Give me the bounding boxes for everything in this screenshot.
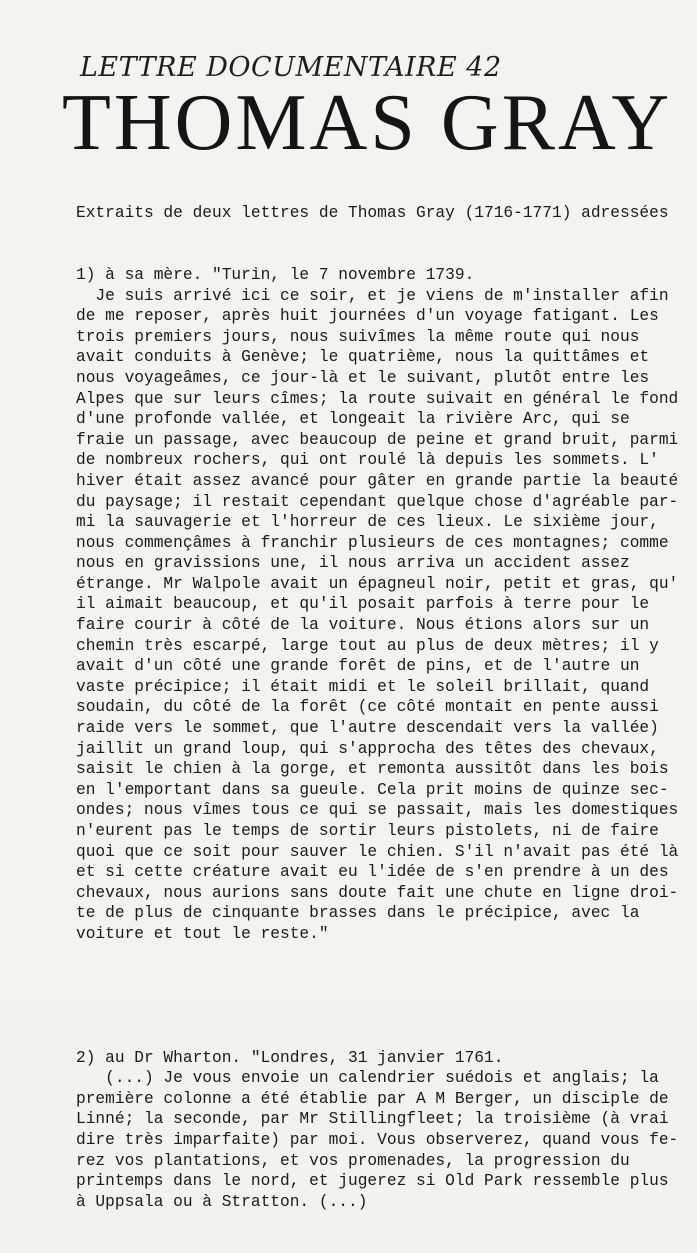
letter1-line: faire courir à côté de la voiture. Nous étions alors sur un (76, 616, 650, 635)
letter1-line: mi la sauvagerie et l'horreur de ces lieux. Le sixième jour, (76, 513, 659, 532)
letter1-line: vaste précipice; il était midi et le soleil brillait, quand (76, 677, 650, 696)
letter1-line: 1) à sa mère. "Turin, le 7 novembre 1739. (76, 265, 475, 284)
letter2-line: à Uppsala ou à Stratton. (...) (76, 1192, 368, 1211)
letter1-line: nous commençâmes à franchir plusieurs de ces montagnes; comme (76, 533, 669, 552)
letter1-line: quoi que ce soit pour sauver le chien. S'il n'avait pas été là (76, 842, 679, 861)
letter1-line: te de plus de cinquante brasses dans le précipice, avec la (76, 904, 640, 923)
letter1-line: jaillit un grand loup, qui s'approcha des têtes des chevaux, (76, 739, 659, 758)
letter1-line: Alpes que sur leurs cîmes; la route suivait en général le fond (76, 389, 679, 408)
letter1-line: hiver était assez avancé pour gâter en grande partie la beauté (76, 471, 679, 490)
letter1-line: ondes; nous vîmes tous ce qui se passait, mais les domestiques (76, 801, 679, 820)
letter1-line: du paysage; il restait cependant quelque chose d'agréable par- (76, 492, 679, 511)
letter2-line: (...) Je vous envoie un calendrier suédois et anglais; la (76, 1069, 659, 1088)
letter2-line: rez vos plantations, et vos promenades, la progression du (76, 1151, 630, 1170)
letter1-line: avait d'un côté une grande forêt de pins, et de l'autre un (76, 657, 640, 676)
letter1-line: de me reposer, après huit journées d'un voyage fatigant. Les (76, 307, 659, 326)
letter1-line: de nombreux rochers, qui ont roulé là depuis les sommets. L' (76, 451, 659, 470)
letter1-line: en l'emportant dans sa gueule. Cela prit moins de quinze sec- (76, 780, 669, 799)
letter1-line: et si cette créature avait eu l'idée de s'en prendre à un des (76, 863, 669, 882)
letter2-line: Linné; la seconde, par Mr Stillingfleet; la troisième (à vrai (76, 1110, 669, 1129)
letter2-line: première colonne a été établie par A M Berger, un disciple de (76, 1089, 669, 1108)
letter2-line: dire très imparfaite) par moi. Vous observerez, quand vous fe- (76, 1130, 679, 1149)
letter1-line: soudain, du côté de la forêt (ce côté montait en pente aussi (76, 698, 659, 717)
letter2-line: 2) au Dr Wharton. "Londres, 31 janvier 1761. (76, 1048, 504, 1067)
letter2-line: printemps dans le nord, et jugerez si Old Park ressemble plus (76, 1172, 669, 1191)
page-title: THOMAS GRAY (62, 79, 673, 167)
letter1-line: trois premiers jours, nous suivîmes la même route qui nous (76, 327, 640, 346)
letter1-line: d'une profonde vallée, et longeait la rivière Arc, qui se (76, 410, 630, 429)
letter1-line: n'eurent pas le temps de sortir leurs pistolets, ni de faire (76, 822, 659, 840)
letter-1 (76, 265, 678, 945)
letter1-line: fraie un passage, avec beaucoup de peine et grand bruit, parmi (76, 430, 679, 449)
letter1-line: chevaux, nous aurions sans doute fait une chute en ligne droi- (76, 883, 679, 902)
letter1-line: nous voyageâmes, ce jour-là et le suivant, plutôt entre les (76, 368, 650, 387)
letter1-line: avait conduits à Genève; le quatrième, nous la quittâmes et (76, 348, 650, 367)
letter-body (76, 162, 678, 1253)
letter-2 (76, 1048, 678, 1213)
paragraph-gap (76, 986, 678, 1007)
letter1-line: il aimait beaucoup, et qu'il posait parfois à terre pour le (76, 595, 650, 614)
letter1-line: raide vers le sommet, que l'autre descendait vers la vallée) (76, 719, 659, 738)
letter1-line: voiture et tout le reste." (76, 924, 329, 943)
letter1-line: Je suis arrivé ici ce soir, et je viens de m'installer afin (76, 286, 669, 305)
letter1-line: saisit le chien à la gorge, et remonta aussitôt dans les bois (76, 760, 669, 779)
intro-line: Extraits de deux lettres de Thomas Gray (1716-1771) adressées (76, 204, 669, 223)
letter1-line: étrange. Mr Walpole avait un épagneul noir, petit et gras, qu' (76, 574, 679, 593)
letter1-line: nous en gravissions une, il nous arriva un accident assez (76, 554, 630, 573)
letter1-line: chemin très escarpé, large tout au plus de deux mètres; il y (76, 636, 659, 655)
series-heading: LETTRE DOCUMENTAIRE 42 (80, 52, 502, 83)
